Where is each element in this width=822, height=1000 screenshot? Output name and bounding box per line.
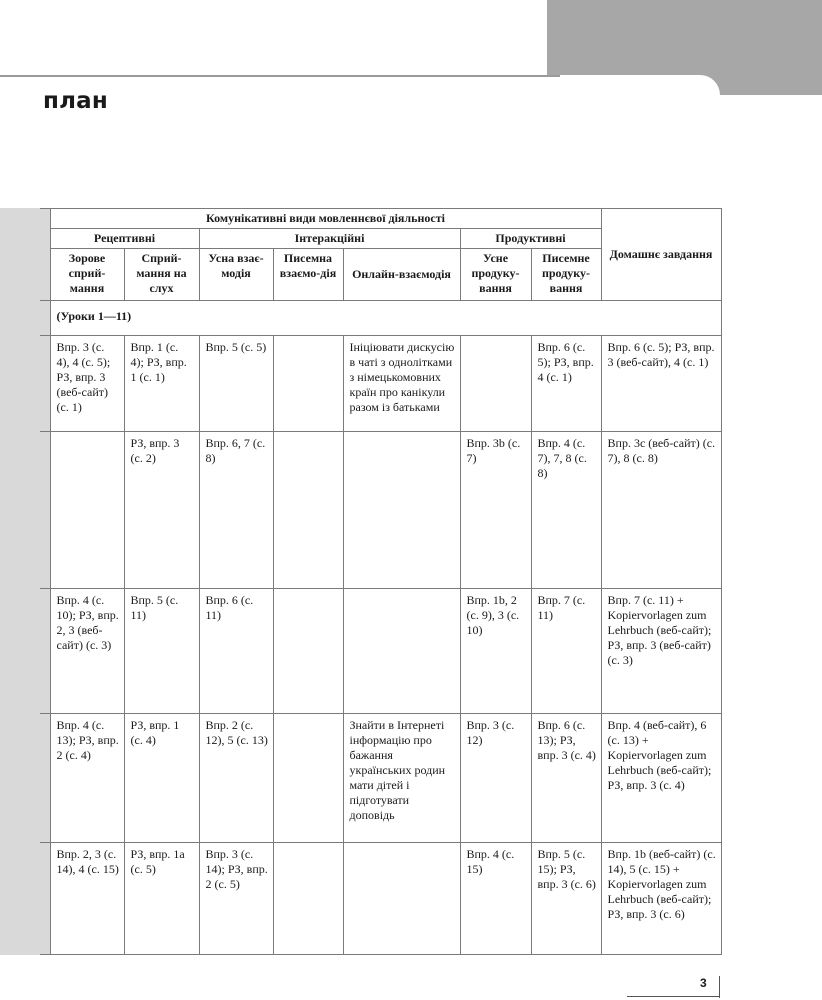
cell-listening: РЗ, впр. 3 (с. 2) xyxy=(124,432,199,589)
cell-written-production: Впр. 4 (с. 7), 7, 8 (с. 8) xyxy=(531,432,601,589)
cell-online-interaction xyxy=(343,843,460,955)
cell-homework: Впр. 4 (веб-сайт), 6 (с. 13) + Kopiervorlagen zum Lehrbuch (веб-сайт); РЗ, впр. 3 (с. 4) xyxy=(601,714,721,843)
cell-listening: РЗ, впр. 1a (с. 5) xyxy=(124,843,199,955)
cell-listening: Впр. 5 (с. 11) xyxy=(124,589,199,714)
cell-written-production: Впр. 6 (с. 13); РЗ, впр. 3 (с. 4) xyxy=(531,714,601,843)
cell-oral-production xyxy=(460,336,531,432)
cell-oral-production: Впр. 3 (с. 12) xyxy=(460,714,531,843)
header-online-interaction: Онлайн-взаємодія xyxy=(343,249,460,301)
cell-visual: Впр. 4 (с. 13); РЗ, впр. 2 (с. 4) xyxy=(50,714,124,843)
header-group-title: Комунікативні види мовленнєвої діяльності xyxy=(50,209,601,229)
cell-oral-interaction: Впр. 6 (с. 11) xyxy=(199,589,273,714)
cell-written-interaction xyxy=(273,714,343,843)
cell-written-interaction xyxy=(273,843,343,955)
cell-written-production: Впр. 6 (с. 5); РЗ, впр. 4 (с. 1) xyxy=(531,336,601,432)
cell-visual xyxy=(50,432,124,589)
header-visual: Зорове сприй-мання xyxy=(50,249,124,301)
cell-oral-production: Впр. 4 (с. 15) xyxy=(460,843,531,955)
header-rule xyxy=(0,75,560,77)
cell-written-production: Впр. 7 (с. 11) xyxy=(531,589,601,714)
cell-oral-interaction: Впр. 3 (с. 14); РЗ, впр. 2 (с. 5) xyxy=(199,843,273,955)
left-margin-band xyxy=(0,208,40,955)
page-number: 3 xyxy=(700,976,707,990)
cell-homework: Впр. 6 (с. 5); РЗ, впр. 3 (веб-сайт), 4 (с. 1) xyxy=(601,336,721,432)
page-title: план xyxy=(43,88,108,114)
cell-online-interaction: Знайти в Інтернеті інформацію про бажання українських родин мати дітей і підготувати доповідь xyxy=(343,714,460,843)
page-number-rule-horizontal xyxy=(627,996,720,997)
header-written-production: Писемне продуку-вання xyxy=(531,249,601,301)
cell-written-interaction xyxy=(273,336,343,432)
cell-visual: Впр. 4 (с. 10); РЗ, впр. 2, 3 (веб-сайт) (с. 3) xyxy=(50,589,124,714)
table-row xyxy=(40,843,721,955)
header-written-interaction: Писемна взаємо-дія xyxy=(273,249,343,301)
cell-homework: Впр. 3c (веб-сайт) (с. 7), 8 (с. 8) xyxy=(601,432,721,589)
cell-homework: Впр. 7 (с. 11) + Kopiervorlagen zum Lehrbuch (веб-сайт); РЗ, впр. 3 (веб-сайт) (с. 3) xyxy=(601,589,721,714)
header-tab-curve xyxy=(547,75,720,95)
header-receptive: Рецептивні xyxy=(50,229,199,249)
header-interactive: Інтеракційні xyxy=(199,229,460,249)
cell-online-interaction xyxy=(343,589,460,714)
cell-listening: Впр. 1 (с. 4); РЗ, впр. 1 (с. 1) xyxy=(124,336,199,432)
cell-oral-interaction: Впр. 6, 7 (с. 8) xyxy=(199,432,273,589)
header-homework: Домашнє завдання xyxy=(601,209,721,301)
cell-visual: Впр. 2, 3 (с. 14), 4 (с. 15) xyxy=(50,843,124,955)
cell-homework: Впр. 1b (веб-сайт) (с. 14), 5 (с. 15) + Kopiervorlagen zum Lehrbuch (веб-сайт); РЗ, впр. 3 (с. 6) xyxy=(601,843,721,955)
section-label: (Уроки 1—11) xyxy=(50,301,721,336)
cell-written-interaction xyxy=(273,589,343,714)
cell-written-interaction xyxy=(273,432,343,589)
header-oral-interaction: Усна взає-модія xyxy=(199,249,273,301)
header-productive: Продуктивні xyxy=(460,229,601,249)
cell-written-production: Впр. 5 (с. 15); РЗ, впр. 3 (с. 6) xyxy=(531,843,601,955)
plan-table xyxy=(40,208,722,955)
page-number-rule-vertical xyxy=(719,976,720,998)
cell-visual: Впр. 3 (с. 4), 4 (с. 5); РЗ, впр. 3 (веб-сайт) (с. 1) xyxy=(50,336,124,432)
table-row xyxy=(40,714,721,843)
cell-online-interaction: Ініціювати дискусію в чаті з однолітками з німецькомовних країн про канікули разом із батьками xyxy=(343,336,460,432)
header-oral-production: Усне продуку-вання xyxy=(460,249,531,301)
table-row xyxy=(40,589,721,714)
cell-oral-production: Впр. 1b, 2 (с. 9), 3 (с. 10) xyxy=(460,589,531,714)
cell-online-interaction xyxy=(343,432,460,589)
table-row xyxy=(40,432,721,589)
cell-oral-production: Впр. 3b (с. 7) xyxy=(460,432,531,589)
cell-listening: РЗ, впр. 1 (с. 4) xyxy=(124,714,199,843)
table-row xyxy=(40,336,721,432)
cell-oral-interaction: Впр. 5 (с. 5) xyxy=(199,336,273,432)
header-listening: Сприй-мання на слух xyxy=(124,249,199,301)
cell-oral-interaction: Впр. 2 (с. 12), 5 (с. 13) xyxy=(199,714,273,843)
